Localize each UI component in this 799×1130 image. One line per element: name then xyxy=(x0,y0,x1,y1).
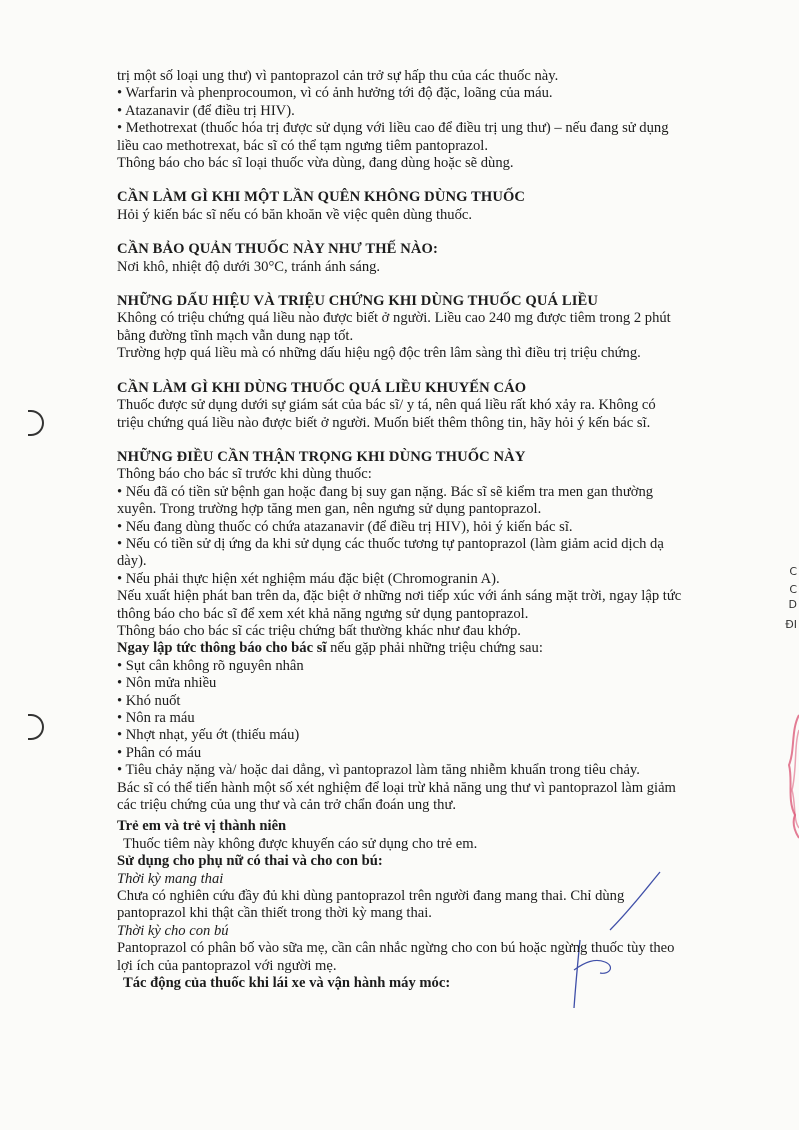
text-line: triệu chứng quá liều nào được biết ở người. Muốn biết thêm thông tin, hãy hỏi ý kến bác sĩ. xyxy=(117,414,651,431)
text-line: Nếu xuất hiện phát ban trên da, đặc biệt ở những nơi tiếp xúc với ánh sáng mặt trời, ngay lập tức xyxy=(117,588,682,605)
margin-mark: C xyxy=(789,583,797,596)
text-line: lợi ích của pantoprazol với người mẹ. xyxy=(117,957,337,974)
stamp-edge xyxy=(785,710,799,840)
symptom-item: • Nôn ra máu xyxy=(117,710,195,726)
text-line: Hỏi ý kiến bác sĩ nếu có băn khoăn về việc quên dùng thuốc. xyxy=(117,206,473,223)
text-line: Thông báo cho bác sĩ loại thuốc vừa dùng, đang dùng hoặc sẽ dùng. xyxy=(117,155,514,172)
text-line: Trường hợp quá liều mà có những dấu hiệu ngộ độc trên lâm sàng thì điều trị triệu chứng. xyxy=(117,345,641,362)
text-line: dày). xyxy=(117,553,147,570)
symptom-item: • Nôn mửa nhiều xyxy=(117,675,217,692)
text-line: liều cao methotrexat, bác sĩ có thể tạm ngưng tiêm pantoprazol. xyxy=(117,137,489,154)
margin-mark: D xyxy=(788,598,797,611)
symptom-item: • Phân có máu xyxy=(117,744,202,761)
text-line: Thuốc được sử dụng dưới sự giám sát của bác sĩ/ y tá, nên quá liều rất khó xảy ra. Không có xyxy=(117,397,656,414)
subsection-title-driving: Tác động của thuốc khi lái xe và vận hành máy móc: xyxy=(123,975,451,992)
text-line: • Nếu đang dùng thuốc có chứa atazanavir (để điều trị HIV), hỏi ý kiến bác sĩ. xyxy=(117,518,573,535)
text-line: • Methotrexat (thuốc hóa trị được sử dụng với liều cao để điều trị ung thư) – nếu đang sử dụng xyxy=(117,120,669,137)
symptom-item: • Khó nuốt xyxy=(117,692,181,709)
text-line: • Nếu có tiền sử dị ứng da khi sử dụng các thuốc tương tự pantoprazol (làm giảm acid dịch dạ xyxy=(117,535,664,552)
section-title-forget: CẦN LÀM GÌ KHI MỘT LẦN QUÊN KHÔNG DÙNG THUỐC xyxy=(117,189,526,206)
margin-mark: ĐI xyxy=(785,618,797,631)
text-line: Thông báo cho bác sĩ trước khi dùng thuốc: xyxy=(117,466,372,483)
symptom-item: • Tiêu chảy nặng và/ hoặc dai dẳng, vì pantoprazol làm tăng nhiễm khuẩn trong tiêu chảy. xyxy=(117,762,640,779)
section-title-storage: CẦN BẢO QUẢN THUỐC NÀY NHƯ THẾ NÀO: xyxy=(117,241,438,258)
text-line: Nơi khô, nhiệt độ dưới 30°C, tránh ánh sáng. xyxy=(117,258,381,275)
text-line: các triệu chứng của ung thư và cản trở chẩn đoán ung thư. xyxy=(117,797,457,814)
text-line: trị một số loại ung thư) vì pantoprazol cản trở sự hấp thu của các thuốc này. xyxy=(117,68,559,84)
pregnancy-subheading: Thời kỳ mang thai xyxy=(117,870,224,887)
text-line: xuyên. Trong trường hợp tăng men gan, nên ngưng sử dụng pantoprazol. xyxy=(117,501,542,518)
subsection-title-pregnancy: Sử dụng cho phụ nữ có thai và cho con bú: xyxy=(117,853,383,870)
text-line: thông báo cho bác sĩ để xem xét khả năng ngưng sử dụng pantoprazol. xyxy=(117,605,529,622)
subsection-title-children: Trẻ em và trẻ vị thành niên xyxy=(117,818,287,835)
document-body xyxy=(117,68,717,993)
section-title-caution: NHỮNG ĐIỀU CẦN THẬN TRỌNG KHI DÙNG THUỐC NÀY xyxy=(117,448,526,465)
text-line: • Nếu phải thực hiện xét nghiệm máu đặc biệt (Chromogranin A). xyxy=(117,570,500,587)
binder-hole-top xyxy=(28,410,44,436)
lactation-subheading: Thời kỳ cho con bú xyxy=(117,922,229,939)
section-title-overdose-action: CẦN LÀM GÌ KHI DÙNG THUỐC QUÁ LIỀU KHUYẾN CÁO xyxy=(117,379,527,396)
text-line: bằng đường tĩnh mạch vẫn dung nạp tốt. xyxy=(117,327,354,344)
text-line: Thuốc tiêm này không được khuyến cáo sử dụng cho trẻ em. xyxy=(123,835,478,852)
text-line: Thông báo cho bác sĩ các triệu chứng bất thường khác như đau khớp. xyxy=(117,622,521,639)
text-line: Pantoprazol có phân bố vào sữa mẹ, cần cân nhắc ngừng cho con bú hoặc ngừng thuốc tùy theo xyxy=(117,940,675,957)
notify-line xyxy=(117,640,717,657)
notify-rest: nếu gặp phải những triệu chứng sau: xyxy=(326,640,543,657)
symptom-item: • Sụt cân không rõ nguyên nhân xyxy=(117,657,304,674)
text-line: Không có triệu chứng quá liều nào được biết ở người. Liều cao 240 mg được tiêm trong 2 phút xyxy=(117,310,671,327)
text-line: Chưa có nghiên cứu đầy đủ khi dùng pantoprazol trên người đang mang thai. Chỉ dùng xyxy=(117,888,625,905)
binder-hole-bottom xyxy=(28,714,44,740)
text-line: • Atazanavir (để điều trị HIV). xyxy=(117,102,295,119)
symptom-item: • Nhợt nhạt, yếu ớt (thiếu máu) xyxy=(117,727,300,744)
notify-bold: Ngay lập tức thông báo cho bác sĩ xyxy=(117,640,327,657)
margin-mark: C xyxy=(789,565,797,578)
text-line: pantoprazol khi thật cần thiết trong thời kỳ mang thai. xyxy=(117,905,432,922)
text-line: • Nếu đã có tiền sử bệnh gan hoặc đang bị suy gan nặng. Bác sĩ sẽ kiểm tra men gan thường xyxy=(117,483,654,500)
text-line: • Warfarin và phenprocoumon, vì có ảnh hưởng tới độ đặc, loãng của máu. xyxy=(117,85,553,102)
text-line: Bác sĩ có thể tiến hành một số xét nghiệm để loại trừ khả năng ung thư vì pantoprazol làm giảm xyxy=(117,779,676,796)
section-title-overdose: NHỮNG DẤU HIỆU VÀ TRIỆU CHỨNG KHI DÙNG THUỐC QUÁ LIỀU xyxy=(117,293,598,310)
